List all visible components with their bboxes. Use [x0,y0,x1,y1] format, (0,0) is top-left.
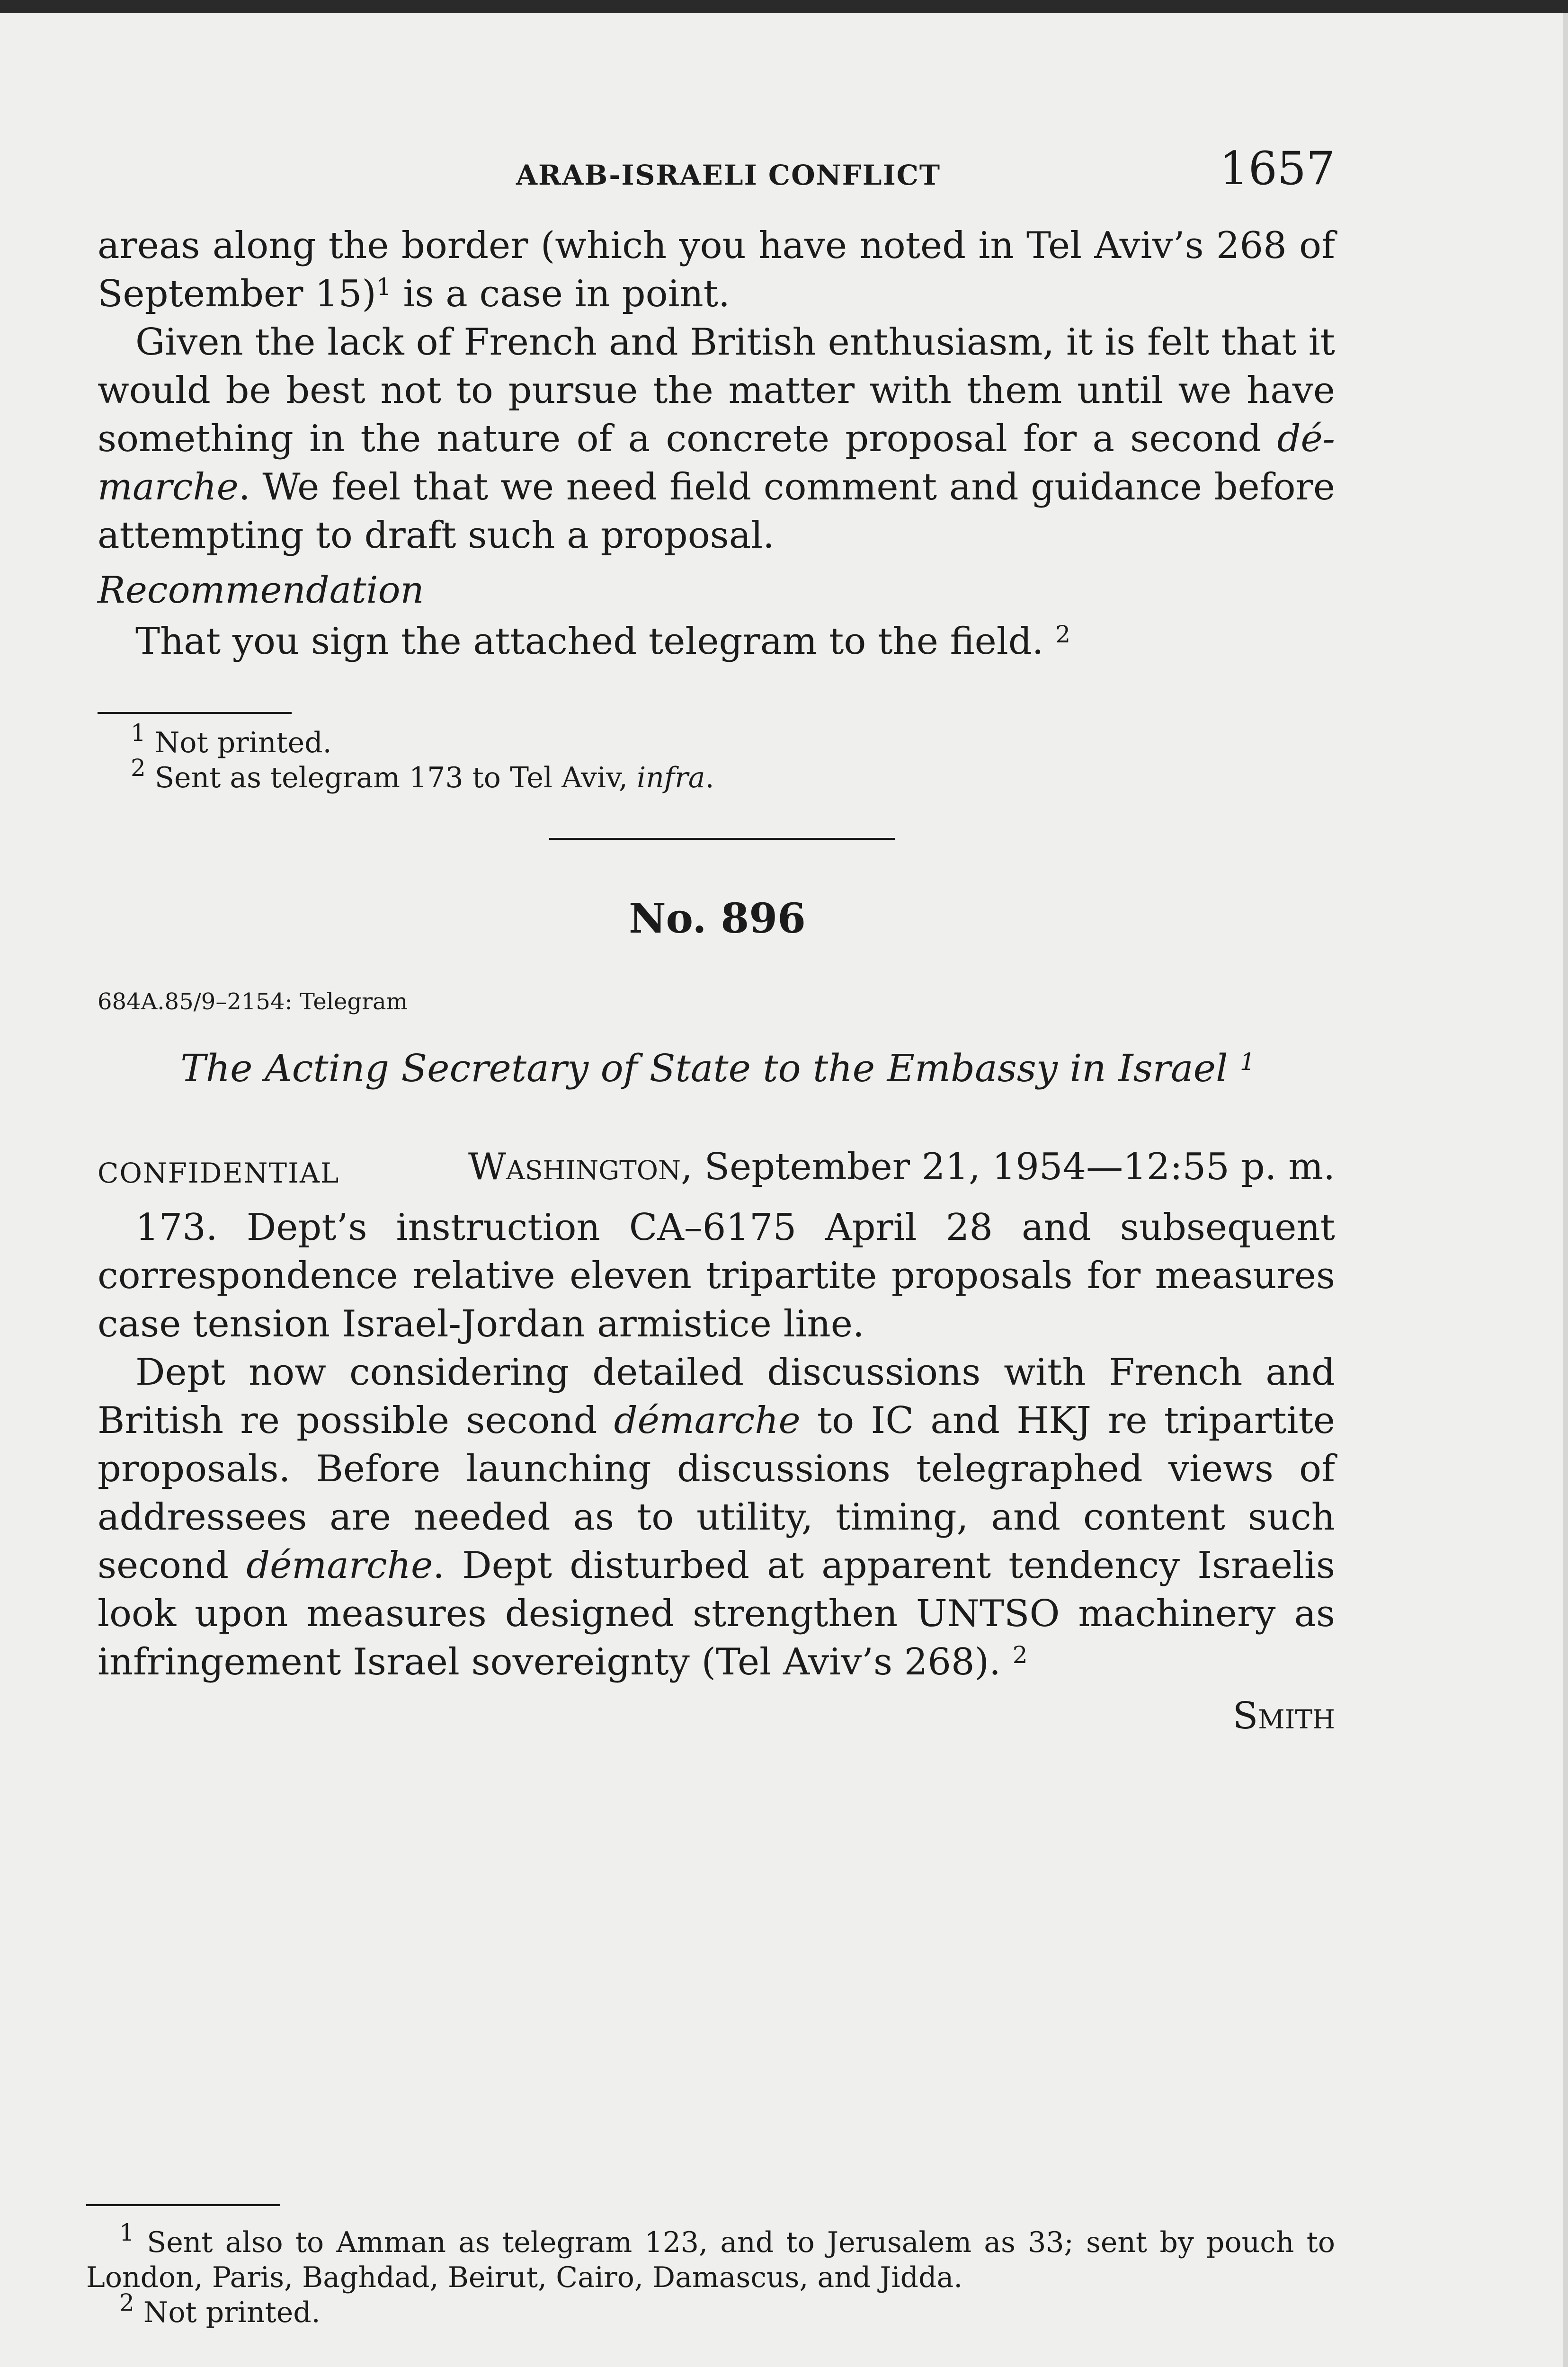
footnote-ref: 2 [1055,621,1071,648]
recommendation-paragraph: That you sign the attached telegram to the field. $^2$ [135,620,1071,663]
page-number: 1657 [1219,142,1335,195]
top-section [98,222,1335,666]
file-reference: 684A.85/9–2154: Telegram [98,988,408,1015]
section-subheading: Recommendation [98,569,424,612]
continued-paragraph: areas along the border (which you have noted in Tel Aviv’s 268 of September 15)$^1$ is a case in point. [98,224,1335,315]
footnote-rule [86,2204,280,2206]
running-head: ARAB-ISRAELI CONFLICT [516,159,941,191]
footnote: $^2$ Sent as telegram 173 to Tel Aviv, infra. [131,754,714,794]
classification: CONFIDENTIAL [98,1157,340,1189]
footnote: $^1$ Sent also to Amman as telegram 123, and to Jerusalem as 33; sent by pouch to London, Paris, Baghdad, Beirut, Cairo, Damascus, and Jidda. [86,2219,1335,2294]
footnote-ref: 1 [376,273,392,301]
dateline: Washington, September 21, 1954—12:55 p. m. [468,1146,1335,1188]
paragraph: 173. Dept’s instruction CA–6175 April 28 and subsequent correspondence relative eleven tripartite proposals for measures case tension Israel-Jordan armistice line. [98,1206,1335,1345]
top-footnotes [98,719,1335,795]
paragraph: Dept now considering detailed discussions with French and British re possible second démarche to IC and HKJ re tripartite proposals. Before launching discussions telegraphed views of addressees are needed as to utility, timing, and content such second démarche. Dept disturbed at apparent tendency Israelis look upon measures designed strengthen UNTSO machinery as infringement Israel sovereignty (Tel Aviv’s 268). $^2$ [98,1351,1336,1683]
scan-right-edge [1563,13,1568,2367]
scan-top-border [0,0,1568,13]
bottom-footnotes [86,2219,1335,2330]
document-number: No. 896 [629,895,806,943]
telegram-body [98,1203,1335,1686]
footnote-rule [98,712,292,714]
footnote-ref: 1 [1239,1048,1255,1076]
section-divider [549,838,895,840]
document-title: The Acting Secretary of State to the Embassy in Israel $^1$ [180,1046,1255,1090]
footnote: $^2$ Not printed. [119,2289,321,2329]
paragraph: Given the lack of French and British enthusiasm, it is felt that it would be best not to pursue the matter with them until we have something in the nature of a concrete proposal for a second dé-marche. We feel that we need field comment and guidance before attempting to draft such a proposal. [98,321,1335,557]
footnote-ref: 2 [1012,1641,1028,1669]
footnote: $^1$ Not printed. [131,719,332,759]
signature: Smith [1232,1695,1335,1737]
